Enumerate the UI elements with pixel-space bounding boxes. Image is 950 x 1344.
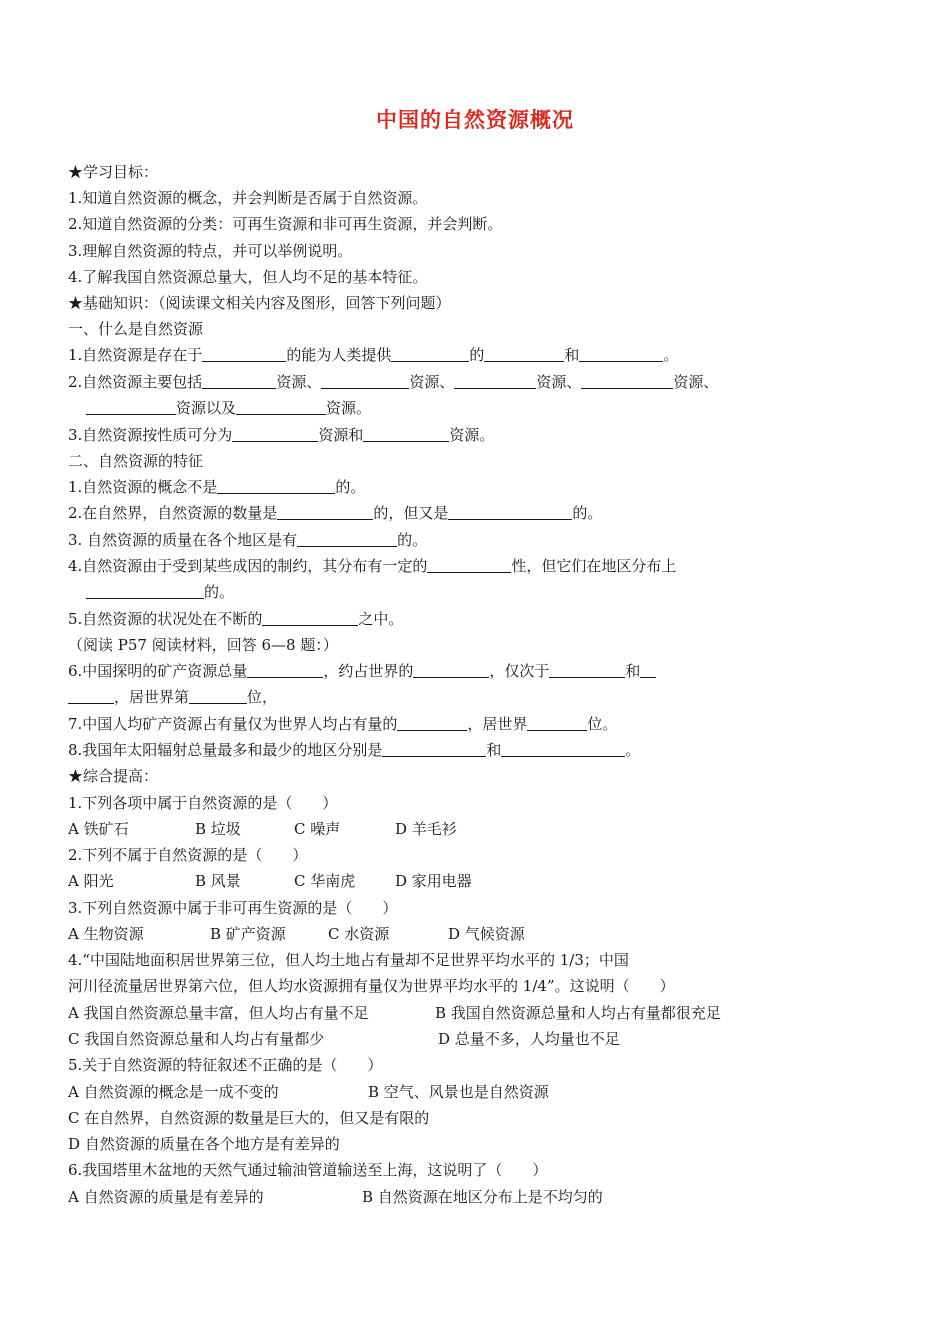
question-line: 6.中国探明的矿产资源总量 ，约占世界的 ，仅次于 和: [68, 662, 656, 680]
goal-item: 4.了解我国自然资源总量大，但人均不足的基本特征。: [68, 268, 428, 286]
question-line: 2.在自然界，自然资源的数量是 的，但又是 的。: [68, 504, 603, 522]
answer-blank[interactable]: [217, 478, 335, 494]
option-d[interactable]: D 总量不多，人均量也不足: [438, 1030, 620, 1048]
question-line: 的。: [86, 583, 234, 601]
options-row: [68, 1083, 549, 1101]
question-line: 4.自然资源由于受到某些成因的制约，其分布有一定的 性，但它们在地区分布上: [68, 557, 677, 575]
answer-blank[interactable]: [382, 741, 486, 757]
option-c[interactable]: C 华南虎: [294, 872, 356, 890]
question-line: 1.下列各项中属于自然资源的是（ ）: [68, 794, 338, 812]
goals-header: ★学习目标：: [68, 163, 159, 181]
answer-blank[interactable]: [86, 399, 176, 415]
options-row: [68, 1030, 620, 1048]
question-line: 3.自然资源按性质可分为 资源和 资源。: [68, 426, 495, 444]
question-line: 2.自然资源主要包括 资源、 资源、 资源、 资源、: [68, 373, 719, 391]
answer-blank[interactable]: [297, 531, 397, 547]
section-title: 一、什么是自然资源: [68, 320, 204, 338]
answer-blank[interactable]: [247, 662, 323, 678]
answer-blank[interactable]: [484, 346, 564, 362]
question-line: 3. 自然资源的质量在各个地区是有 的。: [68, 531, 428, 549]
options-row: [68, 925, 525, 943]
answer-blank[interactable]: [232, 426, 318, 442]
option-b[interactable]: B 矿产资源: [210, 925, 286, 943]
goal-item: 1.知道自然资源的概念，并会判断是否属于自然资源。: [68, 189, 428, 207]
option-a[interactable]: A 铁矿石: [68, 820, 129, 838]
question-line: 6.我国塔里木盆地的天然气通过输油管道输送至上海，这说明了（ ）: [68, 1161, 548, 1179]
answer-blank[interactable]: [454, 373, 536, 389]
question-line: 资源以及 资源。: [86, 399, 371, 417]
option-b[interactable]: B 我国自然资源总量和人均占有量都很充足: [435, 1004, 721, 1022]
answer-blank[interactable]: [448, 504, 572, 520]
basics-header: ★基础知识：（阅读课文相关内容及图形，回答下列问题）: [68, 294, 451, 312]
answer-blank[interactable]: [363, 426, 449, 442]
section-title: 二、自然资源的特征: [68, 452, 204, 470]
question-line: 7.中国人均矿产资源占有量仅为世界人均占有量的 ，居世界 位。: [68, 715, 618, 733]
page-title: 中国的自然资源概况: [376, 108, 574, 132]
question-line: 河川径流量居世界第六位，但人均水资源拥有量仅为世界平均水平的 1/4”。这说明（ ）: [68, 977, 675, 995]
option-a[interactable]: A 生物资源: [68, 925, 144, 943]
reading-note: （阅读 P57 阅读材料，回答 6—8 题：）: [68, 636, 338, 654]
answer-blank[interactable]: [579, 346, 663, 362]
question-line: 8.我国年太阳辐射总量最多和最少的地区分别是 和 。: [68, 741, 641, 759]
option-a[interactable]: A 自然资源的质量是有差异的: [68, 1188, 264, 1206]
question-line: 2.下列不属于自然资源的是（ ）: [68, 846, 308, 864]
question-line: 5.自然资源的状况处在不断的 之中。: [68, 610, 404, 628]
option-c[interactable]: C 噪声: [294, 820, 341, 838]
question-line: 3.下列自然资源中属于非可再生资源的是（ ）: [68, 899, 398, 917]
answer-blank[interactable]: [427, 557, 511, 573]
question-line: 1.自然资源的概念不是 的。: [68, 478, 366, 496]
option-a[interactable]: A 阳光: [68, 872, 114, 890]
option-c[interactable]: C 在自然界，自然资源的数量是巨大的，但又是有限的: [68, 1109, 430, 1127]
question-line: ，居世界第 位，: [68, 688, 277, 706]
answer-blank[interactable]: [581, 373, 673, 389]
answer-blank[interactable]: [397, 715, 467, 731]
option-c[interactable]: C 我国自然资源总量和人均占有量都少: [68, 1030, 325, 1048]
option-b[interactable]: B 空气、风景也是自然资源: [368, 1083, 549, 1101]
option-d[interactable]: D 羊毛衫: [395, 820, 457, 838]
answer-blank[interactable]: [277, 504, 373, 520]
answer-blank[interactable]: [527, 715, 587, 731]
question-line: 5.关于自然资源的特征叙述不正确的是（ ）: [68, 1056, 383, 1074]
goal-item: 3.理解自然资源的特点，并可以举例说明。: [68, 242, 353, 260]
answer-blank[interactable]: [86, 583, 204, 599]
answer-blank[interactable]: [391, 346, 469, 362]
answer-blank[interactable]: [501, 741, 625, 757]
option-b[interactable]: B 垃圾: [195, 820, 241, 838]
question-line: 1.自然资源是存在于 的能为人类提供 的 和 。: [68, 346, 679, 364]
advanced-header: ★综合提高：: [68, 767, 159, 785]
answer-blank[interactable]: [68, 688, 114, 704]
answer-blank[interactable]: [189, 688, 247, 704]
option-c[interactable]: C 水资源: [328, 925, 390, 943]
option-d[interactable]: D 气候资源: [448, 925, 525, 943]
answer-blank[interactable]: [202, 373, 276, 389]
options-row: [68, 1188, 603, 1206]
option-a[interactable]: A 自然资源的概念是一成不变的: [68, 1083, 279, 1101]
goal-item: 2.知道自然资源的分类：可再生资源和非可再生资源，并会判断。: [68, 215, 503, 233]
answer-blank[interactable]: [413, 662, 489, 678]
option-d[interactable]: D 自然资源的质量在各个地方是有差异的: [68, 1135, 340, 1153]
answer-blank[interactable]: [236, 399, 326, 415]
option-d[interactable]: D 家用电器: [395, 872, 472, 890]
answer-blank[interactable]: [640, 662, 656, 678]
answer-blank[interactable]: [321, 373, 409, 389]
option-a[interactable]: A 我国自然资源总量丰富，但人均占有量不足: [68, 1004, 369, 1022]
option-b[interactable]: B 风景: [195, 872, 241, 890]
answer-blank[interactable]: [262, 610, 358, 626]
options-row: [68, 872, 472, 890]
options-row: [68, 820, 457, 838]
question-line: 4.“中国陆地面积居世界第三位，但人均土地占有量却不足世界平均水平的 1/3；中国: [68, 951, 629, 969]
option-b[interactable]: B 自然资源在地区分布上是不均匀的: [362, 1188, 603, 1206]
options-row: [68, 1004, 721, 1022]
answer-blank[interactable]: [549, 662, 625, 678]
answer-blank[interactable]: [202, 346, 286, 362]
